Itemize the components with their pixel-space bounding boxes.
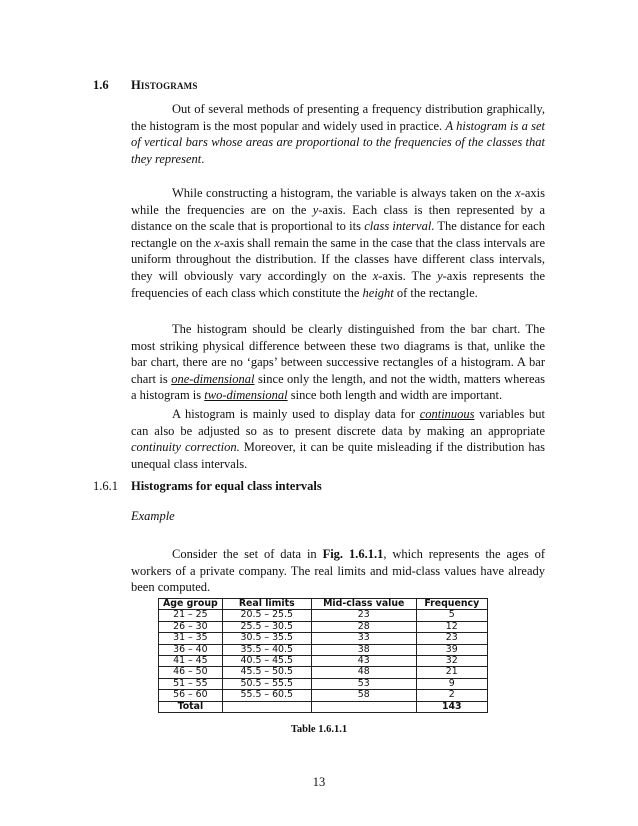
text-run: since both length and width are important.	[287, 388, 503, 403]
mid-class-value-cell: 28	[311, 621, 416, 632]
mid-class-value-cell: 48	[311, 667, 416, 678]
table-row	[159, 667, 488, 678]
age-group-cell: 21 – 25	[159, 610, 223, 621]
text-run: .	[201, 151, 205, 166]
real-limits-cell: 50.5 – 55.5	[222, 678, 311, 689]
text-run: While constructing a histogram, the variable is always taken on the	[172, 186, 516, 200]
mid-class-value-cell: 23	[311, 610, 416, 621]
real-limits-cell: 35.5 – 40.5	[222, 644, 311, 655]
table-row	[159, 610, 488, 621]
text-run: continuous	[419, 407, 475, 421]
frequency-cell: 39	[416, 644, 487, 655]
frequency-cell: 32	[416, 656, 487, 667]
real-limits-cell: 40.5 – 45.5	[222, 656, 311, 667]
total-empty-cell	[222, 701, 311, 712]
text-run: y	[437, 268, 443, 283]
real-limits-cell: 55.5 – 60.5	[222, 690, 311, 701]
mid-class-value-cell: 33	[311, 633, 416, 644]
age-group-cell: 51 – 55	[159, 678, 223, 689]
text-run: y	[312, 202, 319, 217]
paragraph-histogram-vs-bar-chart	[131, 321, 545, 404]
frequency-cell: 9	[416, 678, 487, 689]
text-run: Consider the set of data in	[172, 547, 323, 561]
real-limits-cell: 30.5 – 35.5	[222, 633, 311, 644]
page-number: 13	[312, 775, 326, 789]
text-run: A histogram is a set of vertical bars whose areas are proportional to the frequencies of the classes that they represent	[131, 118, 545, 166]
table-total-row	[159, 701, 488, 712]
mid-class-value-cell: 53	[311, 678, 416, 689]
table-header-row	[159, 599, 488, 610]
text-run: x	[372, 268, 379, 283]
section-number: 1.6	[93, 78, 109, 92]
subsection-title: Histograms for equal class intervals	[131, 479, 322, 493]
paragraph-example-intro	[131, 546, 545, 596]
text-run: x	[214, 235, 220, 250]
text-run: continuity correction.	[131, 440, 240, 455]
header-frequency: Frequency	[416, 599, 487, 610]
header-real-limits: Real limits	[222, 599, 311, 610]
frequency-cell: 5	[416, 610, 487, 621]
text-run: , which represents the ages of workers of a private company. The real limits and mid-class values have already been computed.	[131, 547, 546, 595]
total-label: Total	[159, 701, 223, 712]
text-run: -axis shall remain the same in the case that the class intervals are uniform throughout the distribution. If the classes have different class intervals, they will obviously vary accordingly on the	[131, 235, 546, 283]
text-run: Moreover, it can be quite misleading if the distribution has unequal class intervals.	[131, 440, 546, 471]
age-group-cell: 36 – 40	[159, 644, 223, 655]
text-run: -axis represents the frequencies of each class which constitute the	[131, 268, 545, 300]
header-age-group: Age group	[159, 599, 223, 610]
frequency-cell: 12	[416, 621, 487, 632]
text-run: variables but can also be adjusted so as to present discrete data by making an appropriate	[131, 407, 546, 438]
text-run: The histogram should be clearly distinguished from the bar chart. The most striking physical difference between these two diagrams is that, unlike the bar chart, there are no ‘gaps’ between successive rectangles of a histogram. A bar chart is	[131, 322, 545, 386]
table-row	[159, 656, 488, 667]
table-row	[159, 621, 488, 632]
text-run: class interval	[364, 219, 432, 234]
frequency-table	[158, 598, 488, 713]
paragraph-constructing-histogram	[131, 185, 545, 301]
age-group-cell: 56 – 60	[159, 690, 223, 701]
mid-class-value-cell: 38	[311, 644, 416, 655]
real-limits-cell: 45.5 – 50.5	[222, 667, 311, 678]
total-value: 143	[416, 701, 487, 712]
text-run: two-dimensional	[204, 388, 288, 403]
frequency-cell: 2	[416, 690, 487, 701]
table-caption: Table 1.6.1.1	[290, 724, 348, 735]
text-run: since only the length, and not the width, matters whereas a histogram is	[131, 371, 545, 403]
age-group-cell: 41 – 45	[159, 656, 223, 667]
frequency-cell: 23	[416, 633, 487, 644]
text-run: height	[362, 285, 394, 300]
text-run: Out of several methods of presenting a frequency distribution graphically, the histogram is the most popular and widely used in practice.	[131, 102, 545, 133]
mid-class-value-cell: 43	[311, 656, 416, 667]
text-run: of the rectangle.	[393, 285, 478, 300]
section-title: Histograms	[131, 78, 198, 92]
real-limits-cell: 20.5 – 25.5	[222, 610, 311, 621]
total-empty-cell	[311, 701, 416, 712]
text-run: x	[515, 186, 521, 200]
subsection-number: 1.6.1	[93, 479, 118, 493]
header-mid-class-value: Mid-class value	[311, 599, 416, 610]
text-run: -axis while the frequencies are on the	[131, 186, 545, 217]
table-row	[159, 678, 488, 689]
mid-class-value-cell: 58	[311, 690, 416, 701]
example-label: Example	[131, 509, 175, 523]
table-row	[159, 633, 488, 644]
text-run: A histogram is mainly used to display data for	[172, 407, 420, 421]
paragraph-histogram-definition	[131, 101, 545, 167]
age-group-cell: 31 – 35	[159, 633, 223, 644]
section-heading	[93, 78, 198, 93]
subsection-heading	[93, 479, 322, 494]
text-run: -axis. Each class is then represented by a distance on the scale that is proportional to its	[131, 202, 545, 234]
age-group-cell: 26 – 30	[159, 621, 223, 632]
age-group-cell: 46 – 50	[159, 667, 223, 678]
text-run: -axis. The	[378, 268, 438, 283]
text-run: Fig. 1.6.1.1	[322, 547, 384, 561]
paragraph-continuous-data	[131, 406, 545, 472]
table-row	[159, 690, 488, 701]
real-limits-cell: 25.5 – 30.5	[222, 621, 311, 632]
text-run: . The distance for each rectangle on the	[131, 219, 545, 250]
text-run: one-dimensional	[171, 371, 255, 386]
table-body	[159, 610, 488, 701]
table-row	[159, 644, 488, 655]
frequency-cell: 21	[416, 667, 487, 678]
